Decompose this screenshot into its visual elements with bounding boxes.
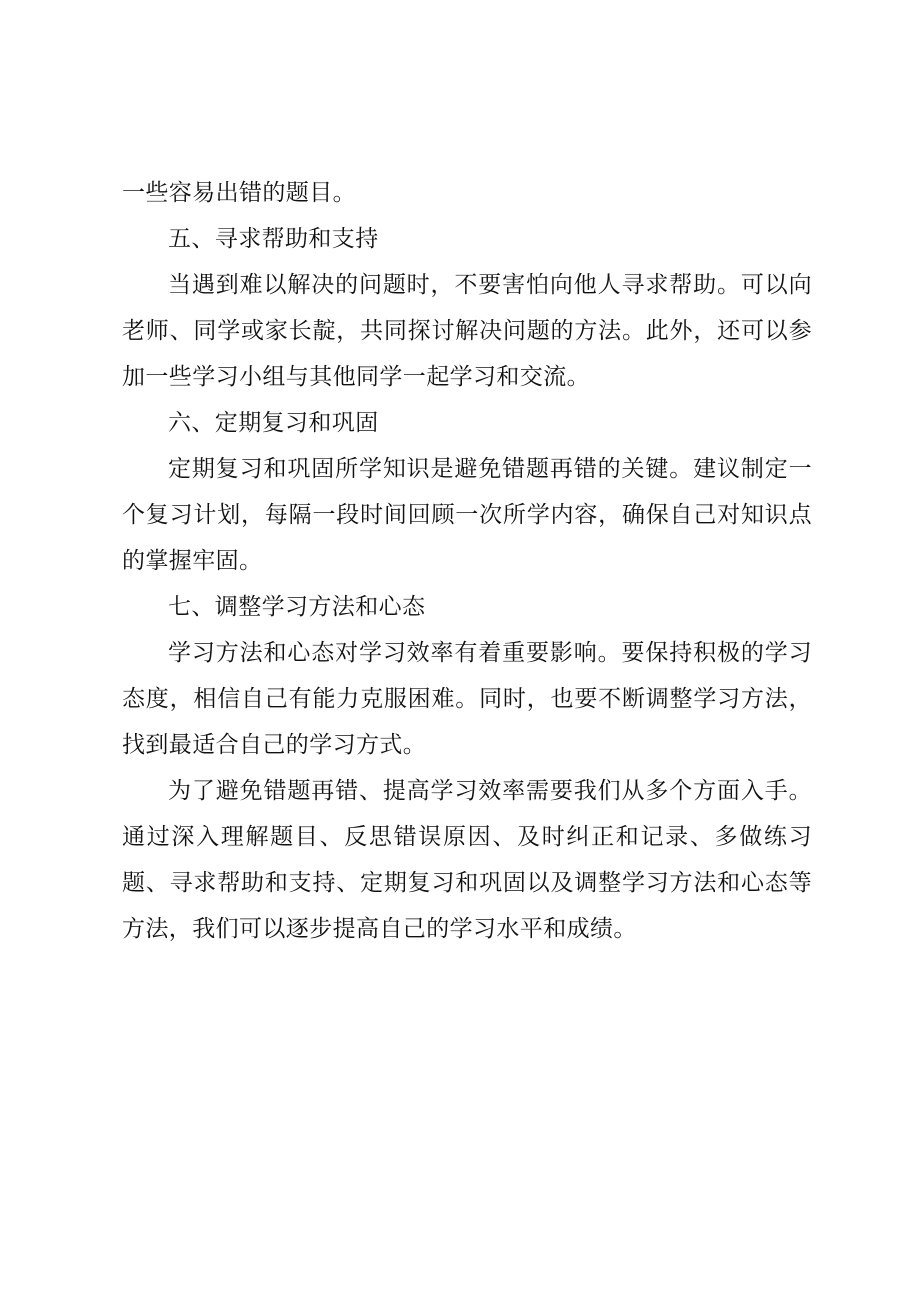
paragraph-continued: 一些容易出错的题目。 — [122, 180, 356, 206]
document-body — [122, 170, 812, 952]
section-heading-7: 七、调整学习方法和心态 — [168, 594, 426, 620]
paragraph-seek-help: 当遇到难以解决的问题时，不要害怕向他人寻求帮助。可以向老师、同学或家长靛，共同探讨解决问题的方法。此外，还可以参加一些学习小组与其他同学一起学习和交流。 — [122, 272, 812, 390]
section-heading-6: 六、定期复习和巩固 — [168, 410, 379, 436]
section-heading-5: 五、寻求帮助和支持 — [168, 226, 379, 252]
paragraph-adjust-method: 学习方法和心态对学习效率有着重要影响。要保持积极的学习态度，相信自己有能力克服困难。同时，也要不断调整学习方法，找到最适合自己的学习方式。 — [122, 640, 812, 758]
paragraph-review: 定期复习和巩固所学知识是避免错题再错的关键。建议制定一个复习计划，每隔一段时间回顾一次所学内容，确保自己对知识点的掌握牢固。 — [122, 456, 812, 574]
paragraph-conclusion: 为了避免错题再错、提高学习效率需要我们从多个方面入手。通过深入理解题目、反思错误原因、及时纠正和记录、多做练习题、寻求帮助和支持、定期复习和巩固以及调整学习方法和心态等方法，我们可以逐步提高自己的学习水平和成绩。 — [122, 778, 812, 942]
